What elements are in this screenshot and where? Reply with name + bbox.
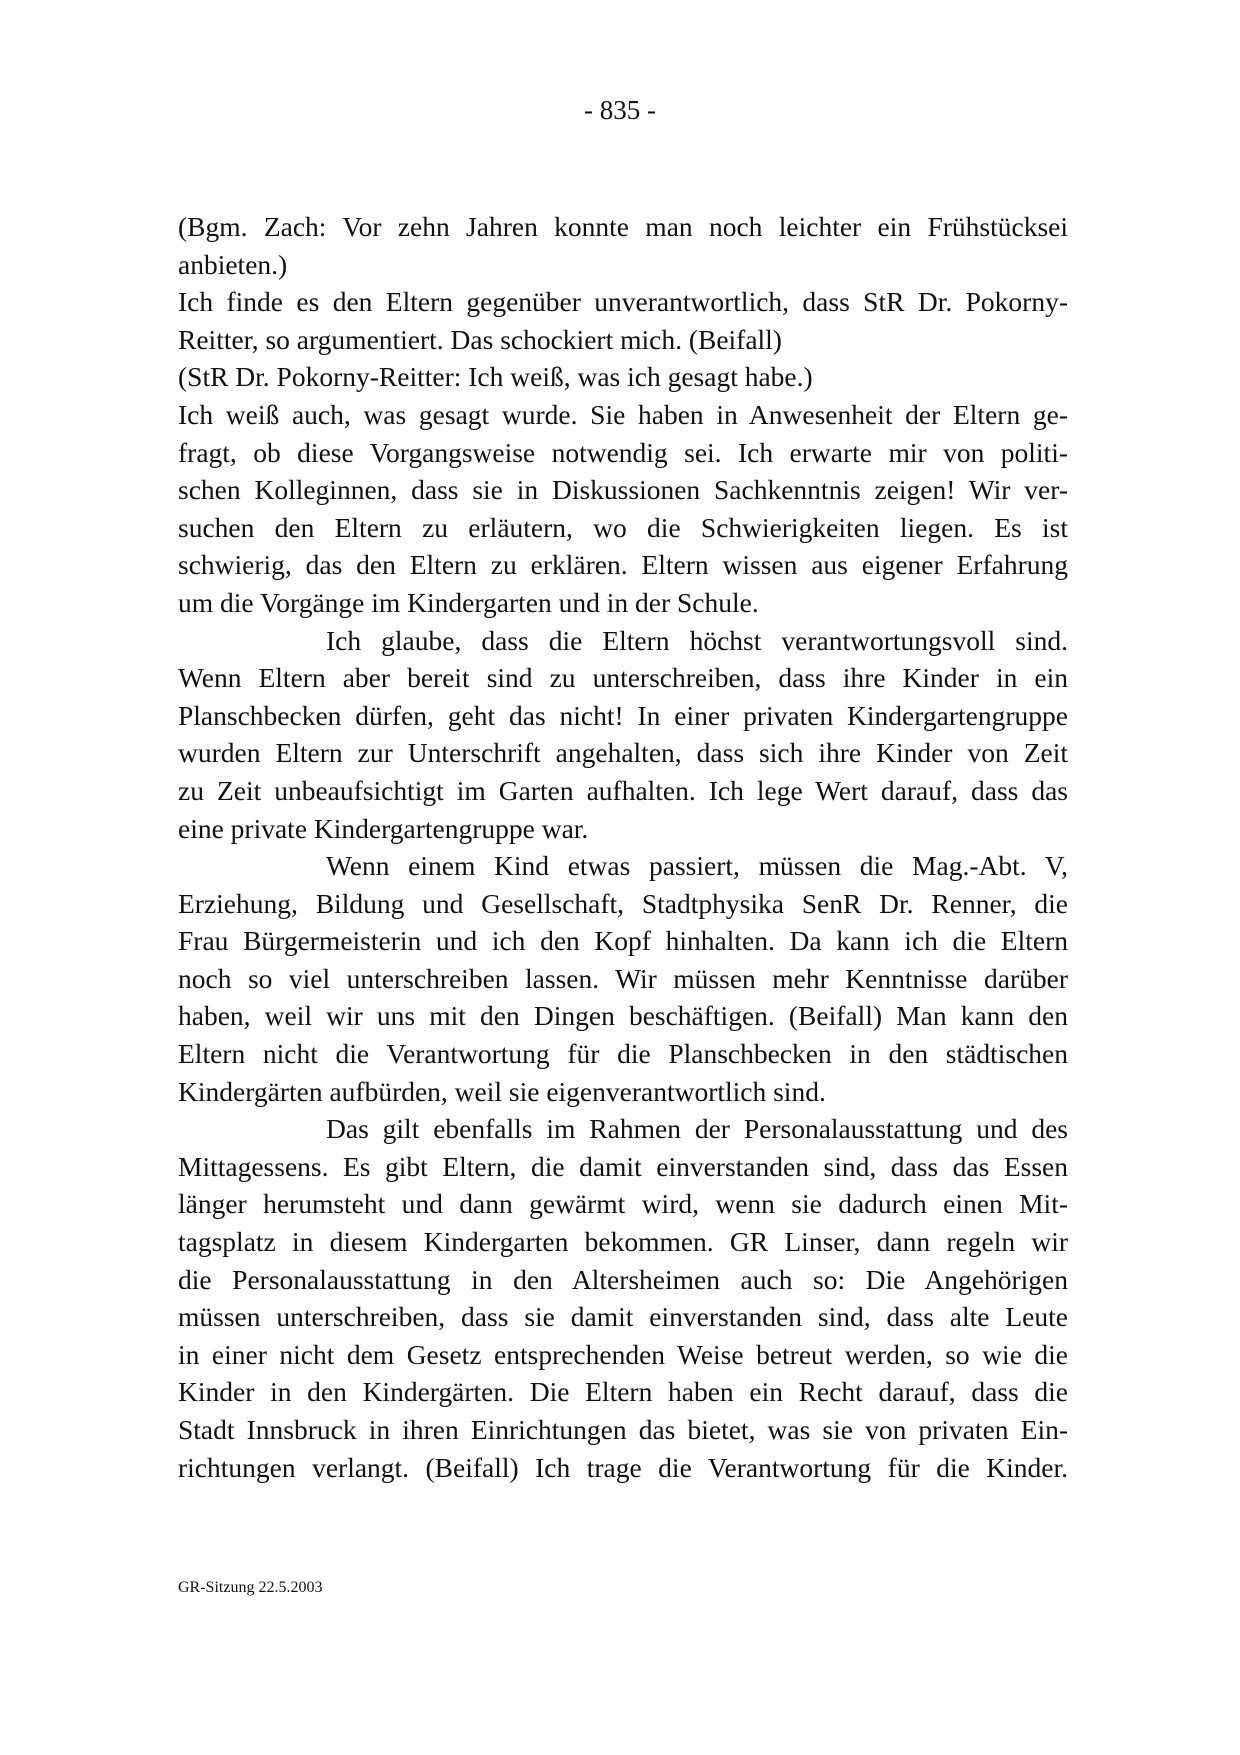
text-line-content: müssen unterschreiben, dass sie damit einverstanden sind, dass alte Leute [178, 1301, 1068, 1333]
text-line-content: Ich glaube, dass die Eltern höchst verantwortungsvoll sind. [326, 624, 1068, 656]
text-line-content: Mittagessens. Es gibt Eltern, die damit einverstanden sind, dass das Essen [178, 1150, 1068, 1182]
text-line [178, 1110, 1068, 1148]
text-line [178, 997, 1068, 1035]
text-line-content: Planschbecken dürfen, geht das nicht! In einer privaten Kindergartengruppe [178, 699, 1068, 731]
text-line [178, 208, 1068, 246]
text-line [178, 246, 1068, 284]
text-line [178, 434, 1068, 472]
text-line-content: Erziehung, Bildung und Gesellschaft, Stadtphysika SenR Dr. Renner, die [178, 887, 1068, 919]
text-line-content: haben, weil wir uns mit den Dingen beschäftigen. (Beifall) Man kann den [178, 1000, 1068, 1032]
text-line [178, 1223, 1068, 1261]
text-line-content: (Bgm. Zach: Vor zehn Jahren konnte man noch leichter ein Frühstücksei [178, 211, 1068, 242]
text-line [178, 584, 1068, 622]
text-line [178, 1073, 1068, 1111]
text-line-content: Reitter, so argumentiert. Das schockiert mich. (Beifall) [178, 323, 782, 355]
text-line-content: Frau Bürgermeisterin und ich den Kopf hinhalten. Da kann ich die Eltern [178, 925, 1068, 957]
text-line [178, 546, 1068, 584]
text-line-content: wurden Eltern zur Unterschrift angehalten, dass sich ihre Kinder von Zeit [178, 737, 1068, 769]
document-body [178, 208, 1068, 1486]
text-line-content: richtungen verlangt. (Beifall) Ich trage die Verantwortung für die Kinder. [178, 1451, 1068, 1483]
text-line-content: anbieten.) [178, 248, 288, 280]
text-line [178, 1298, 1068, 1336]
text-line [178, 1449, 1068, 1487]
text-line [178, 1148, 1068, 1186]
text-line-content: um die Vorgänge im Kindergarten und in der Schule. [178, 586, 759, 618]
page-number: - 835 - [584, 95, 656, 125]
text-line-content: (StR Dr. Pokorny-Reitter: Ich weiß, was ich gesagt habe.) [178, 361, 813, 393]
text-line-content: Kinder in den Kindergärten. Die Eltern haben ein Recht darauf, dass die [178, 1376, 1068, 1408]
text-line [178, 922, 1068, 960]
text-line-content: Wenn einem Kind etwas passiert, müssen die Mag.-Abt. V, [326, 850, 1068, 882]
text-line [178, 1373, 1068, 1411]
text-line [178, 471, 1068, 509]
text-line [178, 1411, 1068, 1449]
text-line-content: zu Zeit unbeaufsichtigt im Garten aufhalten. Ich lege Wert darauf, dass das [178, 774, 1068, 806]
text-line [178, 396, 1068, 434]
text-line [178, 1261, 1068, 1299]
text-line [178, 1336, 1068, 1374]
text-line [178, 847, 1068, 885]
text-line [178, 1185, 1068, 1223]
text-line-content: Ich weiß auch, was gesagt wurde. Sie haben in Anwesenheit der Eltern ge- [178, 398, 1068, 430]
text-line-content: noch so viel unterschreiben lassen. Wir müssen mehr Kenntnisse darüber [178, 962, 1068, 994]
text-line [178, 622, 1068, 660]
text-line [178, 772, 1068, 810]
text-line-content: Eltern nicht die Verantwortung für die Planschbecken in den städtischen [178, 1038, 1068, 1070]
text-line [178, 321, 1068, 359]
text-line [178, 697, 1068, 735]
page-footer: GR-Sitzung 22.5.2003 [178, 1579, 323, 1596]
text-line-content: tagsplatz in diesem Kindergarten bekommen. GR Linser, dann regeln wir [178, 1226, 1068, 1258]
text-line [178, 960, 1068, 998]
text-line-content: Stadt Innsbruck in ihren Einrichtungen das bietet, was sie von privaten Ein- [178, 1414, 1068, 1445]
text-line-content: schen Kolleginnen, dass sie in Diskussionen Sachkenntnis zeigen! Wir ver- [178, 474, 1068, 506]
text-line-content: fragt, ob diese Vorgangsweise notwendig sei. Ich erwarte mir von politi- [178, 436, 1068, 468]
text-line-content: Ich finde es den Eltern gegenüber unverantwortlich, dass StR Dr. Pokorny- [178, 286, 1068, 318]
text-line [178, 509, 1068, 547]
text-line-content: in einer nicht dem Gesetz entsprechenden Weise betreut werden, so wie die [178, 1338, 1068, 1370]
text-line-content: die Personalausstattung in den Altersheimen auch so: Die Angehörigen [178, 1263, 1068, 1295]
text-line [178, 358, 1068, 396]
text-line [178, 734, 1068, 772]
text-line [178, 659, 1068, 697]
text-line-content: länger herumsteht und dann gewärmt wird, wenn sie dadurch einen Mit- [178, 1188, 1068, 1220]
text-line [178, 810, 1068, 848]
text-line-content: schwierig, das den Eltern zu erklären. Eltern wissen aus eigener Erfahrung [178, 549, 1068, 581]
text-line-content: suchen den Eltern zu erläutern, wo die Schwierigkeiten liegen. Es ist [178, 511, 1068, 543]
text-line [178, 885, 1068, 923]
text-line-content: Wenn Eltern aber bereit sind zu unterschreiben, dass ihre Kinder in ein [178, 662, 1068, 694]
text-line [178, 283, 1068, 321]
text-line-content: eine private Kindergartengruppe war. [178, 812, 589, 844]
text-line [178, 1035, 1068, 1073]
text-line-content: Das gilt ebenfalls im Rahmen der Personalausstattung und des [326, 1113, 1068, 1145]
text-line-content: Kindergärten aufbürden, weil sie eigenverantwortlich sind. [178, 1075, 826, 1107]
